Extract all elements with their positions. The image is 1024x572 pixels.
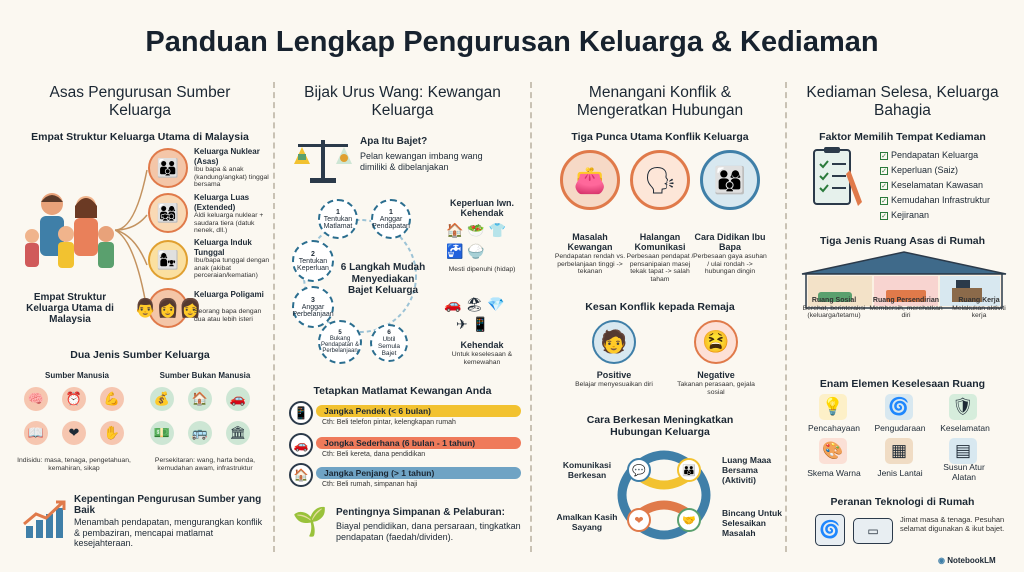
cause-desc: Perbesaan gaya asuhan / ulai rondah -> hubungan dingin bbox=[693, 253, 767, 276]
microwave-icon: ▭ bbox=[853, 518, 893, 544]
factor-item bbox=[880, 180, 983, 190]
step-number: 3 bbox=[311, 296, 315, 304]
factor-label: Kejiranan bbox=[891, 210, 930, 220]
col3-heading: Menangani Konflik & Mengeratkan Hubungan bbox=[576, 84, 744, 119]
importance-desc: Menambah pendapatan, mengurangkan konflik & pembaziran, mencapai matlamat kesejahteraan. bbox=[74, 517, 263, 548]
extended-family-icon: 👨‍👩‍👧‍👦 bbox=[148, 193, 188, 233]
factor-item bbox=[880, 150, 978, 160]
family-name: Keluarga Nuklear (Asas) bbox=[194, 147, 260, 166]
muscle-icon: 💪 bbox=[100, 387, 124, 411]
cause-name: Cara Didikan Ibu Bapa bbox=[694, 232, 766, 252]
col4-heading: Kediaman Selesa, Keluarga Bahagia bbox=[806, 84, 999, 119]
family-desc: Aldi keluarga nuklear + saudara tiera (datuk nenek, dll.) bbox=[194, 212, 264, 235]
layout-icon: ▤ bbox=[949, 438, 977, 464]
negative-desc: Takanan perasaan, gejala sosial bbox=[677, 381, 755, 396]
check-icon: ✓ bbox=[881, 153, 887, 160]
washing-machine-icon: 🌀 bbox=[815, 514, 845, 546]
svg-text:❤: ❤ bbox=[634, 515, 644, 527]
element-label: Pencahayaan bbox=[808, 423, 860, 433]
room-social bbox=[800, 297, 868, 333]
check-icon: ✓ bbox=[881, 198, 887, 205]
money-icon: 💰 bbox=[150, 387, 174, 411]
family-desc: Ibu/bapa tunggal dengan anak (akibat perceraian/kematian) bbox=[194, 257, 270, 280]
element-label: Susun Atur Alatan bbox=[943, 462, 985, 482]
tech-title: Peranan Teknologi di Rumah bbox=[830, 496, 975, 508]
negative-label: Negative bbox=[697, 370, 735, 380]
svg-text:🤝: 🤝 bbox=[682, 515, 696, 527]
family-caption: Empat Struktur Keluarga Utama di Malaysia bbox=[26, 292, 114, 325]
growth-chart-icon bbox=[22, 500, 66, 540]
importance-title: Kepentingan Pengurusan Sumber yang Baik bbox=[74, 494, 262, 516]
clock-icon: ⏰ bbox=[62, 387, 86, 411]
floor-tiles-icon: ▦ bbox=[885, 438, 913, 464]
room-name: Ruang Persendirian bbox=[872, 297, 940, 304]
budget-step bbox=[292, 286, 334, 328]
step-label: Tentukan Matlamat bbox=[323, 215, 353, 230]
phone-icon: 📱 bbox=[289, 401, 313, 425]
budget-desc: Pelan kewangan imbang wang dimiliki & dibelanjakan bbox=[360, 151, 483, 172]
relationship-knot-diagram bbox=[612, 440, 716, 550]
family-structure-title: Empat Struktur Keluarga Utama di Malaysia bbox=[31, 131, 249, 143]
family-name: Keluarga Luas (Extended) bbox=[194, 193, 250, 212]
human-resources-desc: Indisidu: masa, tenaga, pengetahuan, kemahiran, sikap bbox=[17, 457, 131, 472]
goal-bar-short: Jangka Pendek (< 6 bulan) bbox=[316, 405, 521, 417]
building-icon: 🏛 bbox=[226, 421, 250, 445]
goal-desc: Cth: Beli telefon pintar, kelengkapan rumah bbox=[322, 419, 456, 426]
col2-heading: Bijak Urus Wang: Kewangan Keluarga bbox=[304, 84, 501, 119]
bus-icon: 🚌 bbox=[188, 421, 212, 445]
way-item: Amalkan Kasih Sayang bbox=[556, 512, 618, 532]
heart-icon: ❤ bbox=[62, 421, 86, 445]
human-resources-label: Sumber Manusia bbox=[44, 371, 109, 380]
budget-step bbox=[318, 320, 362, 364]
positive-desc: Belajar menyesuaikan diri bbox=[575, 381, 653, 388]
tech-desc: Jimat masa & tenaga. Pesuhan selamat digunakan & ikut bajet. bbox=[900, 515, 1005, 533]
goals-title: Tetapkan Matlamat Kewangan Anda bbox=[313, 385, 492, 397]
budget-step bbox=[370, 324, 408, 362]
nonhuman-resources-desc: Persekitaran: wang, harta benda, kemudahan awam, infrastruktur bbox=[154, 457, 256, 472]
element-label: Jenis Lantai bbox=[877, 468, 923, 478]
budget-title: Apa Itu Bajet? bbox=[360, 136, 428, 147]
hand-icon: ✋ bbox=[100, 421, 124, 445]
relationship-ways-title: Cara Berkesan Meningkatkan Hubungan Keluarga bbox=[586, 414, 734, 438]
wants-desc: Untuk keselesaan & kemewahan bbox=[451, 351, 513, 366]
step-number: 1 bbox=[336, 208, 340, 216]
room-desc: Melakukan aktiviti kerja bbox=[952, 304, 1006, 320]
savings-desc: Biayal pendidikan, dana persaraan, tingkatkan pendapatan (faedah/dividen). bbox=[336, 521, 521, 542]
step-number: 1 bbox=[389, 208, 393, 216]
book-icon: 📖 bbox=[24, 421, 48, 445]
page-title: Panduan Lengkap Pengurusan Keluarga & Kediaman bbox=[145, 26, 879, 58]
conflict-causes-title: Tiga Punca Utama Konflik Keluarga bbox=[571, 131, 749, 143]
needs-wants-title: Keperluan lwn. Kehendak bbox=[449, 198, 514, 218]
residence-factors-title: Faktor Memilih Tempat Kediaman bbox=[819, 131, 986, 143]
column-divider bbox=[785, 82, 787, 552]
money-bag-icon: 💵 bbox=[150, 421, 174, 445]
color-palette-icon: 🎨 bbox=[819, 438, 847, 464]
factor-item bbox=[880, 165, 958, 175]
family-name: Keluarga Induk Tunggal bbox=[194, 238, 252, 257]
way-item: Luang Maaa Bersama (Aktiviti) bbox=[722, 455, 772, 485]
check-icon: ✓ bbox=[881, 213, 887, 220]
cause-desc: Perbesaan pendapat / pensanipaian masej tekak tapat -> salah taham bbox=[626, 253, 694, 283]
svg-text:👪: 👪 bbox=[682, 465, 696, 477]
fan-icon: 🌀 bbox=[885, 394, 913, 420]
cause-name: Masalah Kewangan bbox=[567, 232, 613, 252]
family-connector bbox=[115, 160, 155, 320]
scale-icon bbox=[292, 134, 354, 186]
nonhuman-resources-label: Sumber Bukan Manusia bbox=[159, 371, 251, 380]
step-number: 2 bbox=[311, 250, 315, 258]
column-divider bbox=[273, 82, 275, 552]
happy-teen-icon: 🧑 bbox=[592, 320, 636, 364]
goal-bar-long: Jangka Penjang (> 1 tahun) bbox=[316, 467, 521, 479]
budget-step bbox=[318, 199, 358, 239]
check-icon: ✓ bbox=[881, 183, 887, 190]
budget-steps-title: 6 Langkah Mudah Menyediakan Bajet Keluarga bbox=[340, 262, 426, 296]
stressed-teen-icon: 😫 bbox=[694, 320, 738, 364]
factor-item bbox=[880, 195, 990, 205]
factor-label: Pendapatan Keluarga bbox=[891, 150, 979, 160]
step-number: 5 bbox=[338, 330, 342, 336]
house-icon: 🏠 bbox=[289, 463, 313, 487]
step-label: Bukang Pendapatan & Perbelanjaan bbox=[320, 336, 360, 354]
single-parent-icon: 👩‍👧 bbox=[148, 240, 188, 280]
needs-desc: Mesti dipenuhi (hidap) bbox=[448, 266, 516, 273]
comfort-elements-title: Enam Elemen Keselesaan Ruang bbox=[819, 378, 986, 390]
wants-icons: 🚗🏖💎 bbox=[444, 296, 509, 312]
house-icon: 🏠 bbox=[188, 387, 212, 411]
col1-heading: Asas Pengurusan Sumber Keluarga bbox=[49, 84, 231, 119]
family-desc: Seorang bapa dengan dua atau lebih isteri bbox=[194, 308, 262, 323]
resources-title: Dua Jenis Sumber Keluarga bbox=[70, 349, 210, 361]
teen-impact-title: Kesan Konflik kepada Remaja bbox=[585, 301, 735, 313]
parents-icon: 👨‍👩‍👦 bbox=[700, 150, 760, 210]
lightbulb-icon: 💡 bbox=[819, 394, 847, 420]
savings-title: Pentingnya Simpanan & Pelaburan: bbox=[336, 507, 505, 518]
rooms-title: Tiga Jenis Ruang Asas di Rumah bbox=[819, 235, 986, 247]
way-item: Bincang Untuk Selesaikan Masalah bbox=[722, 508, 782, 538]
room-private bbox=[868, 297, 944, 333]
check-icon: ✓ bbox=[881, 168, 887, 175]
element-label: Skema Warna bbox=[807, 468, 861, 478]
room-name: Ruang Kerja bbox=[958, 297, 1000, 304]
goal-bar-medium: Jongka Sederhana (6 bulan - 1 tahun) bbox=[316, 437, 521, 449]
svg-text:💬: 💬 bbox=[632, 465, 646, 477]
step-number: 6 bbox=[387, 329, 391, 336]
way-item: Komunikasi Berkesan bbox=[562, 460, 612, 480]
factor-label: Keselamatan Kawasan bbox=[891, 180, 984, 190]
budget-step bbox=[371, 199, 411, 239]
budget-step bbox=[292, 240, 334, 282]
wants-icons: ✈📱 bbox=[456, 316, 494, 332]
brain-icon: 🧠 bbox=[24, 387, 48, 411]
wants-title: Kehendak bbox=[460, 340, 504, 350]
factor-label: Kemudahan Infrastruktur bbox=[891, 195, 991, 205]
element-label: Pengudaraan bbox=[874, 423, 926, 433]
wallet-icon: 👛 bbox=[560, 150, 620, 210]
step-label: Tentukan Keperluan bbox=[297, 257, 329, 272]
room-desc: Membersih, merehatkan diri bbox=[869, 304, 943, 320]
cause-name: Halangan Komunikasi bbox=[634, 232, 686, 252]
family-illustration bbox=[22, 188, 122, 276]
room-work bbox=[946, 297, 1012, 333]
watermark bbox=[938, 556, 996, 565]
checklist-icon bbox=[810, 146, 866, 210]
watermark-text: NotebookLM bbox=[947, 556, 996, 565]
factor-item bbox=[880, 210, 929, 220]
car-icon: 🚗 bbox=[226, 387, 250, 411]
goal-desc: Cth: Beli kereta, dana pendidikan bbox=[322, 451, 426, 458]
step-label: Ubtil Semula Bajet bbox=[377, 336, 401, 357]
room-name: Ruang Sosial bbox=[811, 297, 857, 304]
family-desc: Ibu bapa & anak (kandung/angkat) tinggal bersama bbox=[194, 166, 269, 189]
plant-hand-icon: 🌱 bbox=[292, 506, 328, 537]
step-label: Anggar Perbelanjaan bbox=[292, 303, 334, 318]
needs-icons: 🏠🥗👕 bbox=[446, 222, 511, 238]
nuclear-family-icon: 👪 bbox=[148, 148, 188, 188]
polygamy-family-icon: 👨‍👩‍👩 bbox=[148, 288, 188, 328]
argument-icon: 🗣 bbox=[630, 150, 690, 210]
step-label: Anggar Pendapatan bbox=[372, 215, 410, 230]
needs-icons: 🚰🍚 bbox=[446, 243, 489, 259]
shield-icon: 🛡 bbox=[949, 394, 977, 420]
goal-desc: Cth: Beli rumah, simpanan haji bbox=[322, 481, 418, 488]
factor-label: Keperluan (Saiz) bbox=[891, 165, 959, 175]
family-name: Keluarga Poligami bbox=[194, 290, 264, 299]
element-label: Keselamatan bbox=[940, 423, 990, 433]
room-desc: Berehat, berinteraksi (keluarga/tetamu) bbox=[802, 304, 866, 320]
car-icon: 🚗 bbox=[289, 433, 313, 457]
notebooklm-logo-icon: ◉ bbox=[938, 556, 948, 565]
positive-label: Positive bbox=[596, 370, 632, 380]
cause-desc: Pendapatan rendah vs. perbelanjaan tinggi -> tekanan bbox=[554, 253, 626, 276]
